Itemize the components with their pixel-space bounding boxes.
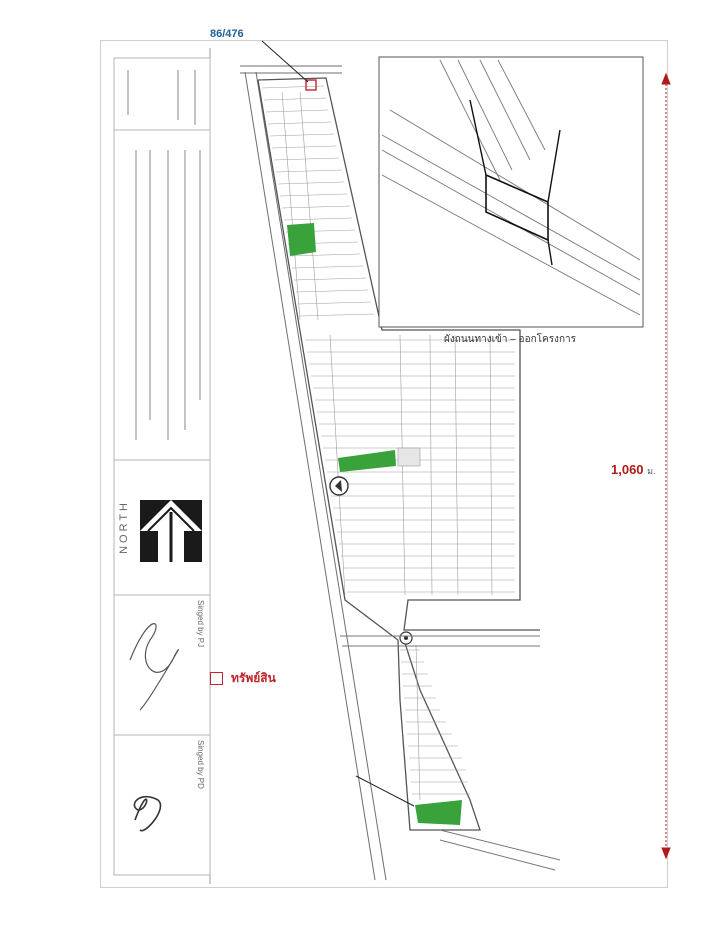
signature-pj (130, 624, 178, 710)
north-label: NORTH (118, 500, 130, 554)
plot-number-callout: 86/476 (210, 28, 244, 40)
distance-unit: ม. (647, 466, 656, 476)
north-arrow-icon (140, 500, 202, 562)
green-park-north (287, 223, 316, 256)
inset-caption: ผังถนนทางเข้า – ออกโครงการ (444, 334, 576, 345)
distance-label (611, 462, 656, 478)
property-marker-icon (210, 672, 223, 685)
legend (210, 669, 276, 688)
signed-pj-label: Singed by PJ (196, 600, 205, 648)
green-park-south (415, 800, 462, 825)
inset-road-map (379, 57, 643, 327)
gate-icon (330, 477, 348, 495)
callout-leader-line (262, 41, 308, 82)
main-road (240, 66, 386, 880)
green-leader-line (356, 776, 414, 806)
gate-icon-south (400, 632, 412, 644)
signature-pd (134, 797, 160, 831)
green-park-center (338, 450, 396, 472)
distance-value: 1,060 (611, 462, 644, 477)
signed-pd-label: Singed by PD (196, 740, 205, 789)
title-block-text-lines (128, 70, 200, 440)
legend-label: ทรัพย์สิน (231, 671, 276, 685)
cross-road (340, 636, 560, 870)
distance-arrow (662, 74, 670, 858)
